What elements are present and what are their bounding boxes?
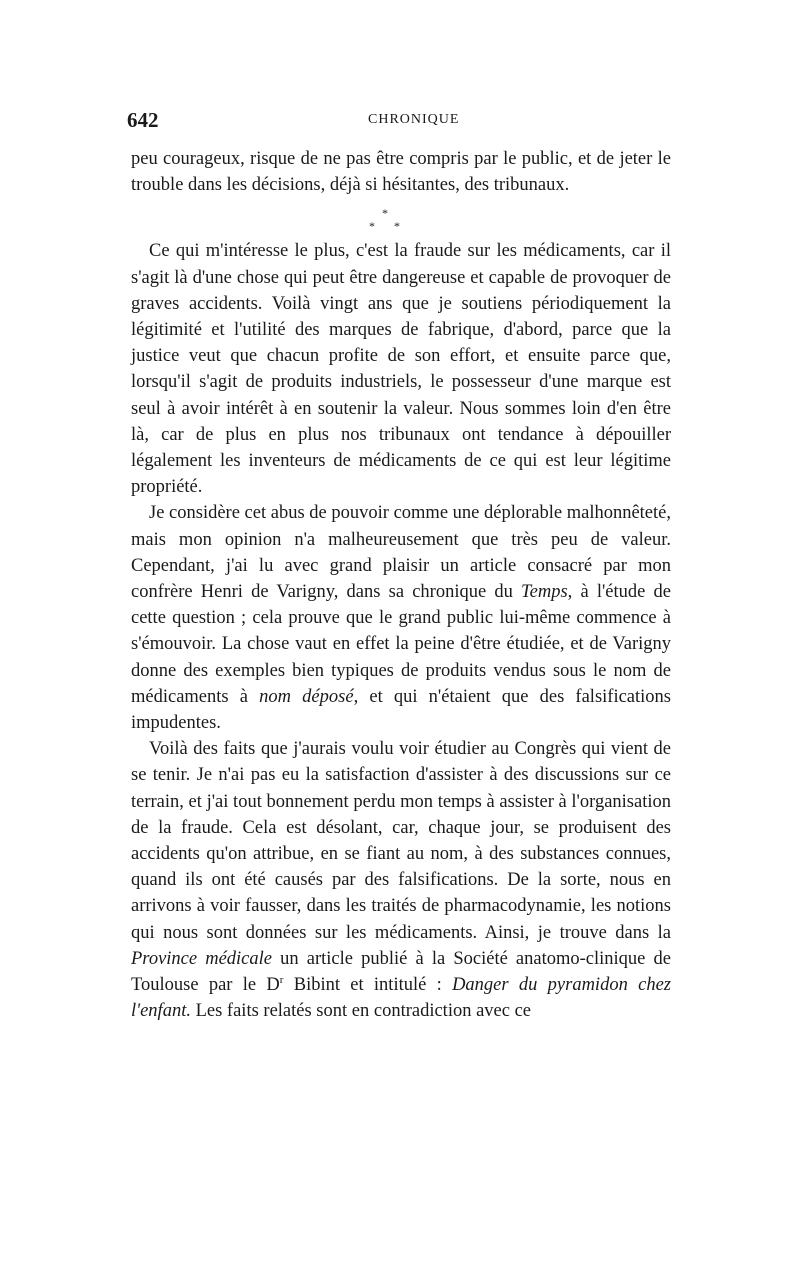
asterisk-left: * — [369, 219, 375, 234]
article-title-danger-pyramidon: Danger du pyramidon chez l'enfant. — [131, 975, 671, 1022]
paragraph-3 — [131, 500, 671, 736]
paragraph-2-text: Ce qui m'intéresse le plus, c'est la fraude sur les médicaments, car il s'agit là d'une chose qui peut être dangereuse et capable de provoquer de graves accidents. Voilà vingt ans que je soutiens périodiquement la légitimité et l'utilité des marques de fabrique, d'abord, parce que la justice veut que chacun profite de son effort, et ensuite parce que, lorsqu'il s'agit de produits industriels, le possesseur d'une marque est seul à avoir intérêt à en soutenir la valeur. Nous sommes loin d'en être là, car de plus en plus nos tribunaux ont tendance à dépouiller légalement les inventeurs de médicaments de ce qui est leur légitime propriété. — [131, 241, 671, 498]
page-header — [127, 108, 671, 134]
journal-title-province-medicale: Province médicale — [131, 948, 272, 969]
running-title: CHRONIQUE — [368, 112, 460, 127]
paragraph-4-text-b: un article publié à la Société anatomo-clinique de Toulouse par le D — [131, 948, 671, 996]
paragraph-4-text-a: Voilà des faits que j'aurais voulu voir étudier au Congrès qui vient de se tenir. Je n'ai pas eu la satisfaction d'assister à des discussions sur ce terrain, et j'ai tout bonnement perdu mon temps à assister à l'organisation de la fraude. Cela est désolant, car, chaque jour, se produisent des accidents qu'on attribue, en se fiant au nom, à des substances connues, quand ils ont été causés par des falsifications. De la sorte, nous en arrivons à voir fausser, dans les traités de pharmacodynamie, les notions qui nous sont données sur les médicaments. Ainsi, je trouve dans la — [131, 739, 671, 943]
paragraph-2 — [131, 238, 671, 500]
section-asterism — [131, 198, 671, 238]
newspaper-title-temps: Temps — [521, 582, 568, 603]
page-number: 642 — [127, 108, 159, 132]
paragraph-4-text-d: Les faits relatés sont en contradiction avec ce — [190, 1001, 532, 1022]
body-text — [131, 146, 671, 1025]
asterisk-top: * — [382, 206, 388, 221]
asterisk-right: * — [394, 219, 400, 234]
paragraph-4 — [131, 736, 671, 1024]
doctor-abbrev-superscript: r — [279, 973, 284, 986]
paragraph-4-text-c: Bibint et intitulé : — [283, 975, 453, 996]
paragraph-1 — [131, 146, 671, 198]
paragraph-3-text-b: , à l'étude de cette question ; cela prouve que le grand public lui-même commence à s'émouvoir. La chose vaut en effet la peine d'être étudiée, et de Varigny donne des exemples bien typiques de produits vendus sous le nom de médicaments à — [131, 582, 672, 707]
italic-nom-depose: nom déposé — [259, 686, 354, 707]
paragraph-1-text: peu courageux, risque de ne pas être compris par le public, et de jeter le trouble dans les décisions, déjà si hésitantes, des tribunaux. — [131, 149, 671, 196]
book-page — [127, 108, 672, 1025]
paragraph-3-text-a: Je considère cet abus de pouvoir comme une déplorable malhonnêteté, mais mon opinion n'a malheureusement que très peu de valeur. Cependant, j'ai lu avec grand plaisir un article consacré par mon confrère Henri de Varigny, dans sa chronique du — [131, 503, 671, 603]
paragraph-3-text-c: , et qui n'étaient que des falsifications impudentes. — [131, 686, 671, 734]
